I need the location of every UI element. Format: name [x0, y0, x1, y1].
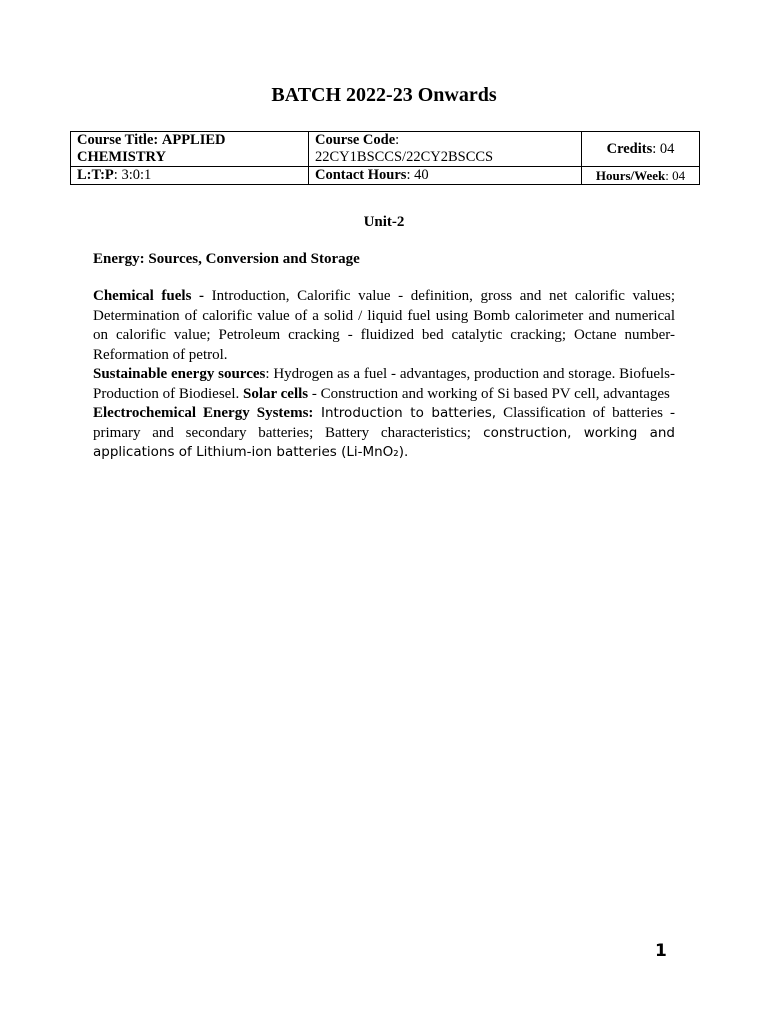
credits-cell: Credits: 04 — [582, 132, 700, 167]
course-title-cell — [71, 132, 309, 167]
chemical-fuels-paragraph — [93, 287, 675, 365]
chemical-fuels-text: Introduction, Calorific value - definition, gross and net calorific values; Determination of calorific value of a solid / liquid fuel using Bomb calorimeter and numerical on calorific value; Petroleum cracking - fluidized bed catalytic cracking; Octane number- Reformation of petrol. — [93, 288, 675, 363]
electrochemical-heading: Electrochemical Energy Systems: — [93, 405, 314, 421]
course-table-row — [71, 167, 700, 185]
electrochemical-text-2: Classification of batteries - primary and secondary batteries; Battery characteristics; — [93, 405, 675, 441]
course-title-value: APPLIED CHEMISTRY — [77, 132, 226, 165]
credits-label: Credits — [606, 140, 653, 157]
course-info-table — [70, 131, 700, 185]
contact-hours-cell: Contact Hours: 40 — [309, 167, 582, 185]
course-code-label: Course Code — [315, 132, 396, 148]
sustainable-text: : Hydrogen as a fuel - advantages, production and storage. Biofuels- Production of Biodiesel. — [93, 366, 676, 402]
electrochemical-text-1: Introduction to batteries, — [313, 405, 497, 421]
page-number: 1 — [655, 941, 667, 961]
contact-hours-label: Contact Hours — [315, 167, 407, 183]
section-heading: Energy: Sources, Conversion and Storage — [93, 251, 360, 267]
course-code-value: 22CY1BSCCS/22CY2BSCCS — [315, 149, 494, 165]
ltp-label: L:T:P — [77, 167, 114, 183]
hours-week-cell: Hours/Week: 04 — [582, 167, 700, 185]
hours-week-value: 04 — [672, 168, 686, 183]
syllabus-body — [93, 287, 675, 463]
solar-cells-text: - Construction and working of Si based PV cell, advantages — [308, 385, 670, 402]
chemical-fuels-heading: Chemical fuels - — [93, 288, 205, 304]
hours-week-label: Hours/Week — [595, 168, 666, 183]
electrochemical-text-3: construction, working and applications of Lithium-ion batteries (Li-MnO₂). — [93, 424, 675, 460]
ltp-cell: L:T:P: 3:0:1 — [71, 167, 309, 185]
credits-value: 04 — [659, 140, 675, 157]
course-table-row — [71, 132, 700, 167]
page-title: BATCH 2022-23 Onwards — [271, 84, 497, 106]
contact-hours-value: 40 — [414, 167, 429, 183]
course-code-cell: Course Code: 22CY1BSCCS/22CY2BSCCS — [309, 132, 582, 167]
course-title-label: Course Title: — [77, 132, 159, 148]
solar-cells-heading: Solar cells — [243, 385, 309, 402]
ltp-value: 3:0:1 — [121, 167, 152, 183]
unit-heading: Unit-2 — [363, 214, 405, 230]
sustainable-energy-paragraph — [93, 365, 675, 404]
sustainable-heading: Sustainable energy sources — [93, 366, 266, 382]
electrochemical-paragraph — [93, 404, 675, 463]
